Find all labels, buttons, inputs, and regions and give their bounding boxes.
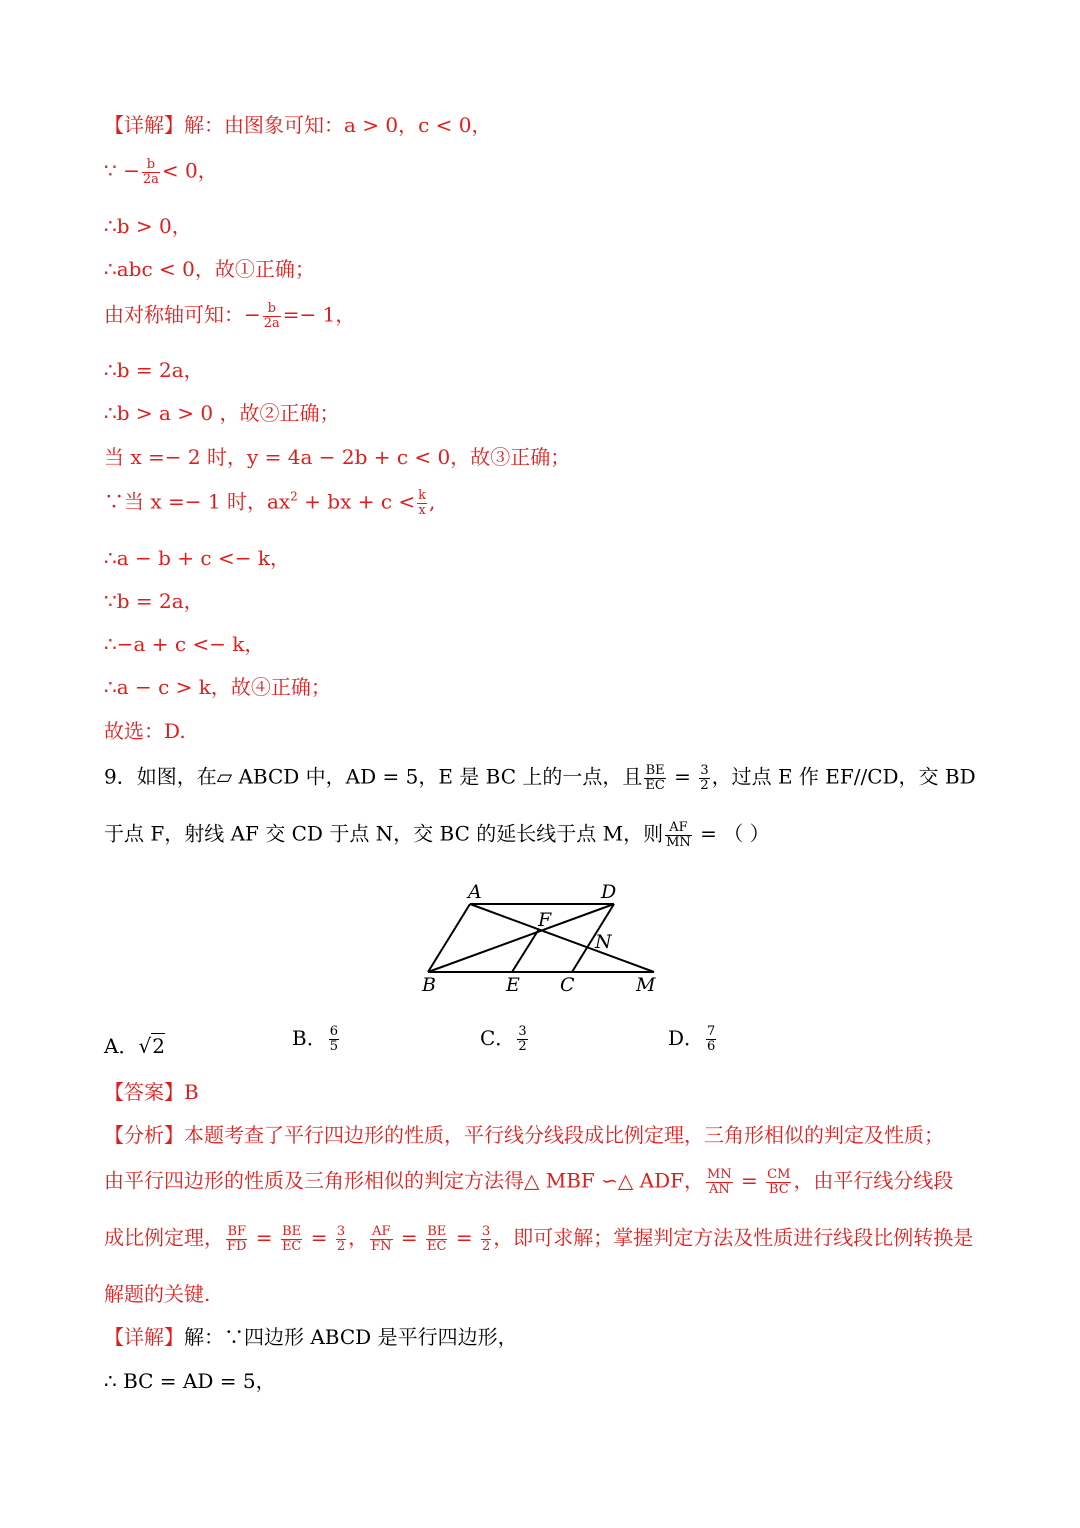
fraction: $\frac{CM}{BC}$ xyxy=(767,1167,791,1197)
analysis-line-3: 成比例定理， $\frac{BF}{FD}$ = $\frac{BE}{EC}$ = $\frac{3}{2}$ ， $\frac{AF}{FN}$ = $\frac{BE}{EC}$ = $\frac{3}{2}$ ，即可求解；掌握判定方法及性质进行线段比例转换是 xyxy=(104,1224,974,1254)
choice-b: B． $\frac{6}{5}$ xyxy=(292,1024,338,1054)
fraction: $\frac{3}{2}$ xyxy=(700,763,709,793)
label-f: F xyxy=(538,909,552,931)
fraction: $\frac{AF}{MN}$ xyxy=(666,820,691,850)
detail-9-line-1: 【详解】解：∵四边形 ABCD 是平行四边形， xyxy=(104,1325,518,1349)
segment-bd xyxy=(428,904,614,972)
label-m: M xyxy=(636,974,656,996)
question-9-line-2: 于点 F，射线 AF 交 CD 于点 N，交 BC 的延长线于点 M，则 $\frac{AF}{MN}$ = （ ） xyxy=(104,820,770,850)
solution-line-7: ∴b > a > 0 ，故②正确； xyxy=(104,401,340,425)
solution-line-13: ∴a − c > k，故④正确； xyxy=(104,675,331,699)
solution-line-2: ∵ − $\frac{b}{2a}$ < 0， xyxy=(104,157,218,187)
detail-tag: 【详解】 xyxy=(104,113,184,137)
solution-line-6: ∴b = 2a， xyxy=(104,358,204,382)
label-n: N xyxy=(595,931,612,953)
analysis-line-2: 由平行四边形的性质及三角形相似的判定方法得△ MBF ∽△ ADF， $\frac{MN}{AN}$ = $\frac{CM}{BC}$ ，由平行线分线段 xyxy=(104,1167,954,1197)
fraction: $\frac{3}{2}$ xyxy=(336,1224,346,1254)
solution-line-4: ∴abc < 0，故①正确； xyxy=(104,257,315,281)
fraction: $\frac{6}{5}$ xyxy=(329,1024,338,1054)
answer-line xyxy=(104,1082,199,1102)
parallelogram-figure xyxy=(400,878,680,998)
label-a: A xyxy=(468,881,482,903)
analysis-tag: 【分析】 xyxy=(104,1123,184,1147)
detail-9-line-2: ∴ BC = AD = 5， xyxy=(104,1369,276,1393)
answer-value: B xyxy=(184,1080,199,1104)
solution-line-8: 当 x =− 2 时，y = 4a − 2b + c < 0，故③正确； xyxy=(104,445,571,469)
fraction: $\frac{3}{2}$ xyxy=(518,1024,527,1054)
question-9-line-1: 9．如图，在▱ ABCD 中，AD = 5，E 是 BC 上的一点，且 $\frac{BE}{EC}$ = $\frac{3}{2}$ ，过点 E 作 EF//CD，交 BD xyxy=(104,763,976,793)
fraction: $\frac{k}{x}$ xyxy=(418,488,427,518)
analysis-line-1: 【分析】本题考查了平行四边形的性质，平行线分线段成比例定理，三角形相似的判定及性质； xyxy=(104,1123,944,1147)
solution-line-11: ∵b = 2a， xyxy=(104,589,204,613)
fraction: $\frac{BE}{EC}$ xyxy=(645,763,665,793)
solution-line-10: ∴a − b + c <− k， xyxy=(104,546,290,570)
label-b: B xyxy=(422,974,436,996)
answer-tag: 【答案】 xyxy=(104,1080,184,1104)
segment-ab xyxy=(428,904,470,972)
sqrt-icon: √ xyxy=(138,1034,152,1058)
choice-a: A．√2 xyxy=(104,1034,165,1058)
fraction: $\frac{BE}{EC}$ xyxy=(427,1224,447,1254)
label-c: C xyxy=(560,974,575,996)
segment-am xyxy=(470,904,654,972)
fraction: $\frac{AF}{FN}$ xyxy=(371,1224,392,1254)
fraction: $\frac{BE}{EC}$ xyxy=(281,1224,302,1254)
detail-tag: 【详解】 xyxy=(104,1325,184,1349)
fraction: $\frac{MN}{AN}$ xyxy=(707,1167,732,1197)
fraction: $\frac{b}{2a}$ xyxy=(142,157,159,187)
sqrt-expression: √2 xyxy=(138,1034,165,1058)
solution-line-12: ∴−a + c <− k， xyxy=(104,632,265,656)
label-d: D xyxy=(601,881,617,903)
choice-c: C． $\frac{3}{2}$ xyxy=(480,1024,527,1054)
analysis-line-4: 解题的关键. xyxy=(104,1282,211,1306)
solution-line-1: 【详解】解：由图象可知：a > 0，c < 0， xyxy=(104,113,492,137)
solution-line-3: ∴b > 0， xyxy=(104,214,192,238)
choice-d: D． $\frac{7}{6}$ xyxy=(668,1024,716,1054)
solution-line-5: 由对称轴可知：− $\frac{b}{2a}$ =− 1， xyxy=(104,301,356,331)
fraction: $\frac{b}{2a}$ xyxy=(263,301,280,331)
fraction: $\frac{BF}{FD}$ xyxy=(227,1224,247,1254)
fraction: $\frac{3}{2}$ xyxy=(481,1224,491,1254)
fraction: $\frac{7}{6}$ xyxy=(707,1024,716,1054)
label-e: E xyxy=(506,974,520,996)
solution-line-14: 故选：D. xyxy=(104,719,186,743)
solution-line-9: ∵当 x =− 1 时，$ax^2$ + bx + c < $\frac{k}{x}$ , xyxy=(104,488,436,518)
